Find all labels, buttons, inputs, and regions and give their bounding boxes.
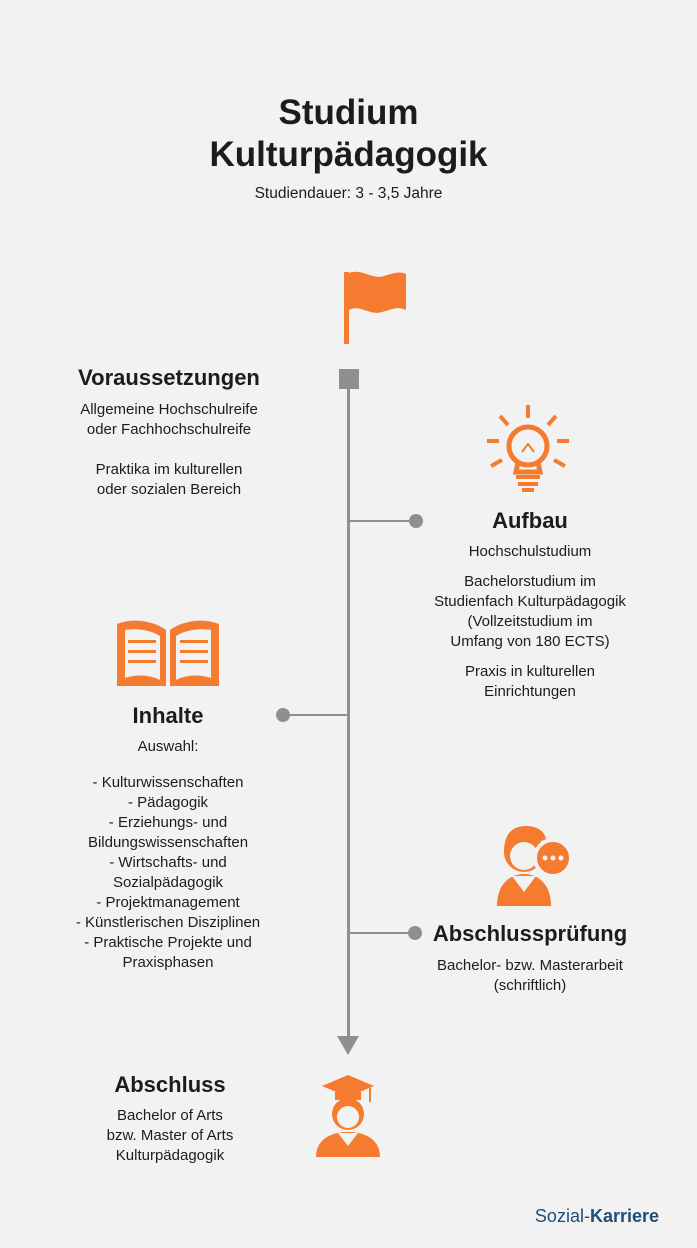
section-heading-inhalte: Inhalte [132, 703, 204, 728]
text-line: - Erziehungs- und [108, 814, 228, 831]
text-line: Umfang von 180 ECTS) [450, 633, 610, 650]
text-line: - Pädagogik [127, 794, 209, 811]
text-line [44, 440, 294, 460]
text-line: (schriftlich) [493, 977, 567, 994]
text-line: Bachelorstudium im [464, 573, 596, 590]
section-text-abschlusspruefung [400, 956, 660, 996]
text-line: Praktika im kulturellen [95, 461, 243, 478]
text-line: - Projektmanagement [96, 894, 240, 911]
section-heading-abschlusspruefung: Abschlussprüfung [432, 921, 628, 946]
title-line-1: Studium [278, 93, 419, 132]
section-heading-voraussetzungen: Voraussetzungen [78, 365, 260, 390]
text-line: Studienfach Kulturpädagogik [434, 593, 626, 610]
text-line: oder Fachhochschulreife [86, 421, 252, 438]
brand-logo [535, 1206, 659, 1227]
text-line: (Vollzeitstudium im [467, 613, 593, 630]
text-line [400, 652, 660, 662]
text-line: Allgemeine Hochschulreife [80, 401, 258, 418]
text-line: Hochschulstudium [468, 543, 592, 560]
section-heading-abschluss: Abschluss [114, 1072, 226, 1097]
text-line: bzw. Master of Arts [106, 1127, 234, 1144]
brand-part-1: Sozial- [534, 1206, 590, 1226]
text-line: Auswahl: [137, 738, 199, 755]
text-line: Bachelor of Arts [117, 1107, 223, 1124]
text-line: Bachelor- bzw. Masterarbeit [437, 957, 623, 974]
text-line [400, 562, 660, 572]
section-text-aufbau [400, 542, 660, 702]
person-speech-icon [497, 826, 571, 906]
graduate-icon [316, 1075, 380, 1157]
section-text-abschluss [50, 1106, 290, 1166]
timeline-start-marker [339, 369, 359, 389]
text-line: Praxis in kulturellen [464, 663, 596, 680]
page-subtitle: Studiendauer: 3 - 3,5 Jahre [254, 185, 443, 202]
text-line: - Wirtschafts- und [109, 854, 227, 871]
text-line: Praxisphasen [122, 954, 214, 971]
section-text-inhalte [38, 737, 298, 973]
title-line-2: Kulturpädagogik [209, 135, 488, 174]
text-line: oder sozialen Bereich [96, 481, 242, 498]
brand-part-2: Karriere [589, 1206, 659, 1226]
book-icon [117, 621, 219, 686]
page-title [0, 92, 697, 176]
branch-inhalte [276, 708, 348, 722]
section-heading-aufbau: Aufbau [492, 508, 568, 533]
text-line [38, 757, 298, 773]
branch-aufbau [349, 514, 423, 528]
text-line: - Künstlerischen Disziplinen [75, 914, 261, 931]
text-line: - Kulturwissenschaften [92, 774, 244, 791]
text-line: Bildungswissenschaften [87, 834, 249, 851]
text-line: Kulturpädagogik [115, 1147, 225, 1164]
section-text-voraussetzungen [44, 400, 294, 500]
text-line: Sozialpädagogik [112, 874, 224, 891]
timeline-arrow [337, 1036, 359, 1055]
text-line: Einrichtungen [484, 683, 576, 700]
flag-icon [344, 272, 406, 344]
text-line: - Praktische Projekte und [84, 934, 252, 951]
lightbulb-icon [487, 405, 569, 492]
